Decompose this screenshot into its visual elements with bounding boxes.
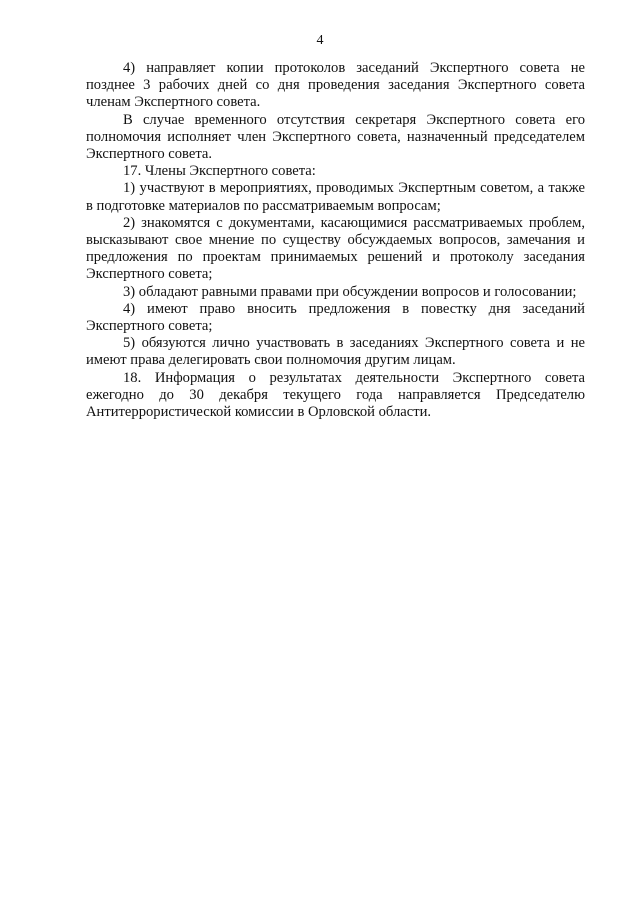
paragraph-item-3-equal-rights: 3) обладают равными правами при обсуждении вопросов и голосовании; bbox=[123, 283, 577, 300]
paragraph-item-4-agenda-proposals: 4) имеют право вносить предложения в повестку дня заседаний Экспертного совета; bbox=[86, 300, 585, 335]
paragraph-item-4-protocol-copies: 4) направляет копии протоколов заседаний Экспертного совета не позднее 3 рабочих дней со дня проведения заседания Экспертного совета членам Экспертного совета. bbox=[86, 60, 585, 111]
paragraph-secretary-absence: В случае временного отсутствия секретаря Экспертного совета его полномочия исполняет член Экспертного совета, назначенный председателем Экспертного совета. bbox=[86, 111, 585, 163]
paragraph-item-1-participation: 1) участвуют в мероприятиях, проводимых Экспертным советом, а также в подготовке материалов по рассматриваемым вопросам; bbox=[86, 180, 585, 214]
page-number: 4 bbox=[316, 33, 324, 48]
document-body bbox=[86, 60, 585, 421]
paragraph-section-18-reporting: 18. Информация о результатах деятельности Экспертного совета ежегодно до 30 декабря текущего года направляется Председателю Антитеррористической комиссии в Орловской области. bbox=[86, 369, 585, 421]
paragraph-item-5-personal-participation: 5) обязуются лично участвовать в заседаниях Экспертного совета и не имеют права делегировать свои полномочия другим лицам. bbox=[86, 335, 585, 369]
paragraph-item-2-documents: 2) знакомятся с документами, касающимися рассматриваемых проблем, высказывают свое мнение по существу обсуждаемых вопросов, замечания и предложения по проектам принимаемых решений и протоколу заседания Экспертного совета; bbox=[86, 214, 585, 283]
paragraph-section-17-heading: 17. Члены Экспертного совета: bbox=[123, 163, 316, 180]
